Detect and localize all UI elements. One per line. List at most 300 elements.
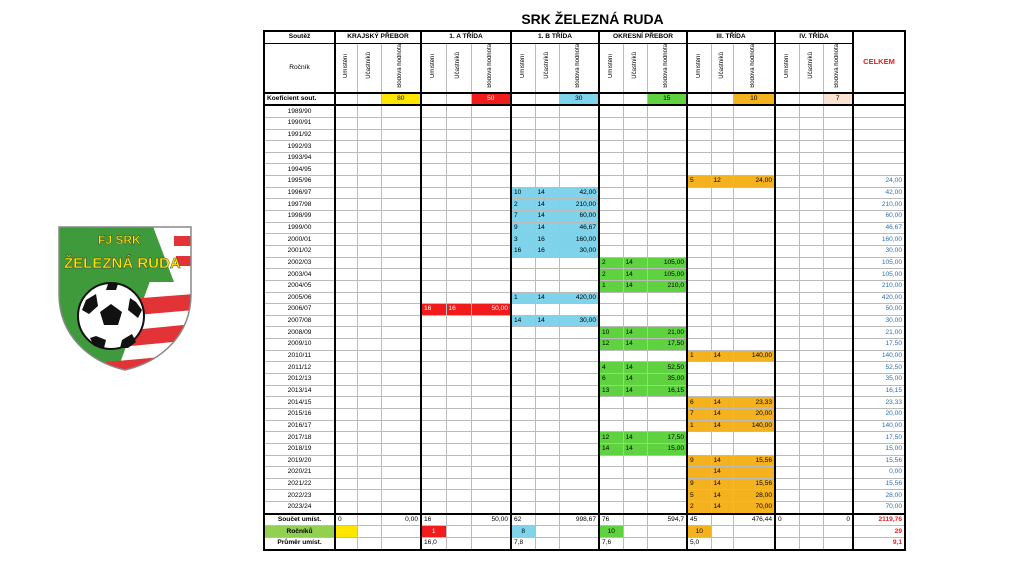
empty-cell: [535, 105, 559, 117]
empty-cell: [599, 420, 623, 432]
empty-cell: [687, 292, 711, 304]
empty-cell: [599, 350, 623, 362]
prumer-label: Průměr umíst.: [264, 537, 335, 549]
empty-cell: [733, 199, 775, 211]
total-cell: 17,50: [853, 432, 905, 444]
rocniku-label: Ročníků: [264, 526, 335, 538]
empty-cell: [647, 304, 687, 316]
value-cell: 9: [687, 478, 711, 490]
empty-cell: [421, 327, 446, 339]
rocniku-value: [335, 526, 357, 538]
empty-cell: [421, 502, 446, 514]
table-row: [264, 105, 905, 117]
empty-cell: [511, 397, 535, 409]
empty-cell: [446, 502, 471, 514]
empty-cell: [711, 199, 733, 211]
empty-cell: [823, 315, 853, 327]
empty-cell: [623, 152, 647, 164]
table-row: [264, 117, 905, 129]
empty-cell: [733, 385, 775, 397]
empty-cell: [559, 455, 599, 467]
empty-cell: [511, 362, 535, 374]
value-cell: 14: [711, 478, 733, 490]
empty-cell: [599, 222, 623, 234]
empty-cell: [775, 432, 799, 444]
empty-cell: [335, 374, 357, 386]
value-cell: 14: [535, 292, 559, 304]
empty-cell: [623, 211, 647, 223]
table-cell: [711, 537, 733, 549]
table-row: [264, 152, 905, 164]
table-row: [264, 490, 905, 502]
value-cell: 21,00: [647, 327, 687, 339]
header-row-subcols: [264, 43, 905, 93]
empty-cell: [711, 292, 733, 304]
empty-cell: [421, 432, 446, 444]
table-row: [264, 350, 905, 362]
empty-cell: [335, 187, 357, 199]
value-cell: 14: [711, 490, 733, 502]
empty-cell: [335, 141, 357, 153]
empty-cell: [335, 211, 357, 223]
empty-cell: [471, 129, 511, 141]
empty-cell: [711, 141, 733, 153]
empty-cell: [687, 141, 711, 153]
logo-line1: FJ SRK: [98, 233, 141, 247]
empty-cell: [799, 420, 823, 432]
empty-cell: [421, 420, 446, 432]
empty-cell: [421, 234, 446, 246]
empty-cell: [335, 304, 357, 316]
value-cell: 140,00: [733, 420, 775, 432]
results-table: [263, 30, 906, 551]
empty-cell: [623, 467, 647, 479]
table-row: [264, 455, 905, 467]
empty-cell: [799, 397, 823, 409]
empty-cell: [559, 164, 599, 176]
empty-cell: [623, 129, 647, 141]
rocnik-label: Ročník: [264, 43, 335, 93]
koef-value: 15: [647, 93, 687, 106]
empty-cell: [446, 117, 471, 129]
value-cell: 5: [687, 176, 711, 188]
empty-cell: [647, 141, 687, 153]
empty-cell: [335, 478, 357, 490]
total-cell: 210,00: [853, 199, 905, 211]
empty-cell: [647, 129, 687, 141]
value-cell: 14: [511, 315, 535, 327]
value-cell: 14: [623, 432, 647, 444]
empty-cell: [381, 245, 421, 257]
empty-cell: [599, 129, 623, 141]
value-cell: 16: [535, 234, 559, 246]
empty-cell: [421, 397, 446, 409]
subcol-header: [535, 43, 559, 93]
empty-cell: [799, 292, 823, 304]
total-cell: [853, 152, 905, 164]
empty-cell: [381, 374, 421, 386]
subcol-header: [559, 43, 599, 93]
empty-cell: [446, 164, 471, 176]
empty-cell: [357, 339, 381, 351]
empty-cell: [733, 187, 775, 199]
table-cell: [823, 537, 853, 549]
empty-cell: [799, 502, 823, 514]
total-cell: 105,00: [853, 269, 905, 281]
empty-cell: [687, 199, 711, 211]
table-row: [264, 478, 905, 490]
empty-cell: [511, 432, 535, 444]
rocniku-total: 29: [853, 526, 905, 538]
empty-cell: [733, 222, 775, 234]
empty-cell: [599, 117, 623, 129]
empty-cell: [559, 117, 599, 129]
empty-cell: [599, 199, 623, 211]
subcol-label: Bodová hodnota: [397, 43, 404, 88]
empty-cell: [559, 502, 599, 514]
value-cell: [687, 467, 711, 479]
soucet-sum: 998,67: [559, 514, 599, 526]
value-cell: 14: [623, 339, 647, 351]
value-cell: 14: [711, 397, 733, 409]
empty-cell: [775, 164, 799, 176]
value-cell: 14: [535, 187, 559, 199]
empty-cell: [559, 362, 599, 374]
empty-cell: [357, 222, 381, 234]
value-cell: 14: [711, 467, 733, 479]
empty-cell: [421, 490, 446, 502]
table-row: [264, 129, 905, 141]
empty-cell: [421, 245, 446, 257]
empty-cell: [446, 199, 471, 211]
value-cell: 2: [599, 257, 623, 269]
empty-cell: [446, 455, 471, 467]
empty-cell: [647, 199, 687, 211]
empty-cell: [647, 315, 687, 327]
empty-cell: [357, 408, 381, 420]
empty-cell: [446, 105, 471, 117]
empty-cell: [711, 234, 733, 246]
value-cell: 10: [599, 327, 623, 339]
total-cell: 21,00: [853, 327, 905, 339]
empty-cell: [421, 269, 446, 281]
empty-cell: [335, 397, 357, 409]
empty-cell: [357, 176, 381, 188]
value-cell: 24,00: [733, 176, 775, 188]
empty-cell: [446, 315, 471, 327]
year-cell: 2015/16: [264, 408, 335, 420]
empty-cell: [687, 315, 711, 327]
soucet-count: 0: [335, 514, 357, 526]
year-cell: 2003/04: [264, 269, 335, 281]
empty-cell: [647, 245, 687, 257]
table-cell: [446, 93, 471, 106]
table-cell: [647, 537, 687, 549]
empty-cell: [559, 490, 599, 502]
empty-cell: [623, 117, 647, 129]
empty-cell: [357, 187, 381, 199]
table-cell: [733, 537, 775, 549]
empty-cell: [357, 443, 381, 455]
empty-cell: [711, 432, 733, 444]
empty-cell: [421, 478, 446, 490]
value-cell: 14: [711, 408, 733, 420]
empty-cell: [535, 420, 559, 432]
table-cell: [535, 93, 559, 106]
year-cell: 2018/19: [264, 443, 335, 455]
year-cell: 2002/03: [264, 257, 335, 269]
table-cell: [711, 526, 733, 538]
table-cell: [799, 93, 823, 106]
empty-cell: [471, 211, 511, 223]
empty-cell: [446, 292, 471, 304]
empty-cell: [775, 350, 799, 362]
value-cell: 12: [599, 339, 623, 351]
empty-cell: [823, 129, 853, 141]
year-cell: 2004/05: [264, 280, 335, 292]
empty-cell: [823, 420, 853, 432]
empty-cell: [733, 374, 775, 386]
empty-cell: [335, 432, 357, 444]
subcol-header: [775, 43, 799, 93]
subcol-label: Účastníků: [455, 52, 461, 79]
empty-cell: [357, 117, 381, 129]
soucet-count: 45: [687, 514, 711, 526]
empty-cell: [599, 245, 623, 257]
football-icon: [78, 283, 144, 349]
value-cell: 30,00: [559, 315, 599, 327]
total-cell: 46,67: [853, 222, 905, 234]
empty-cell: [687, 211, 711, 223]
empty-cell: [381, 304, 421, 316]
empty-cell: [799, 455, 823, 467]
empty-cell: [535, 176, 559, 188]
empty-cell: [471, 105, 511, 117]
empty-cell: [511, 467, 535, 479]
table-cell: [733, 526, 775, 538]
empty-cell: [471, 339, 511, 351]
empty-cell: [799, 105, 823, 117]
empty-cell: [823, 234, 853, 246]
empty-cell: [381, 199, 421, 211]
empty-cell: [335, 350, 357, 362]
empty-cell: [357, 432, 381, 444]
empty-cell: [733, 117, 775, 129]
empty-cell: [335, 152, 357, 164]
celkem-header: CELKEM: [853, 31, 905, 93]
empty-cell: [446, 339, 471, 351]
year-cell: 2012/13: [264, 374, 335, 386]
empty-cell: [559, 432, 599, 444]
soucet-count: 76: [599, 514, 623, 526]
empty-cell: [711, 304, 733, 316]
group-header: KRAJSKÝ PŘEBOR: [335, 31, 421, 43]
table-row: [264, 211, 905, 223]
empty-cell: [733, 164, 775, 176]
empty-cell: [559, 257, 599, 269]
empty-cell: [357, 304, 381, 316]
empty-cell: [381, 350, 421, 362]
empty-cell: [446, 432, 471, 444]
empty-cell: [623, 490, 647, 502]
empty-cell: [421, 164, 446, 176]
year-cell: 2023/24: [264, 502, 335, 514]
empty-cell: [559, 385, 599, 397]
value-cell: 1: [511, 292, 535, 304]
empty-cell: [599, 211, 623, 223]
table-row: [264, 327, 905, 339]
value-cell: 16: [511, 245, 535, 257]
empty-cell: [446, 141, 471, 153]
club-logo: [56, 224, 194, 372]
empty-cell: [623, 502, 647, 514]
empty-cell: [799, 129, 823, 141]
year-cell: 1999/00: [264, 222, 335, 234]
group-header: III. TŘÍDA: [687, 31, 775, 43]
empty-cell: [511, 478, 535, 490]
empty-cell: [421, 292, 446, 304]
empty-cell: [599, 502, 623, 514]
total-cell: 70,00: [853, 502, 905, 514]
empty-cell: [421, 362, 446, 374]
empty-cell: [711, 257, 733, 269]
empty-cell: [335, 420, 357, 432]
empty-cell: [599, 234, 623, 246]
empty-cell: [599, 467, 623, 479]
empty-cell: [535, 455, 559, 467]
value-cell: 4: [599, 362, 623, 374]
prumer-value: 16,0: [421, 537, 446, 549]
empty-cell: [535, 304, 559, 316]
empty-cell: [799, 199, 823, 211]
empty-cell: [775, 420, 799, 432]
value-cell: 14: [535, 199, 559, 211]
empty-cell: [446, 362, 471, 374]
empty-cell: [799, 304, 823, 316]
table-cell: [711, 93, 733, 106]
empty-cell: [511, 105, 535, 117]
table-cell: [535, 537, 559, 549]
prumer-value: 7,6: [599, 537, 623, 549]
empty-cell: [799, 362, 823, 374]
value-cell: 2: [599, 269, 623, 281]
table-row: [264, 467, 905, 479]
empty-cell: [647, 467, 687, 479]
empty-cell: [775, 199, 799, 211]
total-cell: 30,00: [853, 245, 905, 257]
empty-cell: [381, 478, 421, 490]
table-cell: [853, 93, 905, 106]
empty-cell: [535, 129, 559, 141]
subcol-label: Umístění: [695, 53, 702, 78]
empty-cell: [687, 304, 711, 316]
table-cell: [381, 526, 421, 538]
empty-cell: [823, 141, 853, 153]
soucet-sum: 0: [823, 514, 853, 526]
value-cell: 15,56: [733, 478, 775, 490]
empty-cell: [381, 222, 421, 234]
empty-cell: [775, 105, 799, 117]
empty-cell: [733, 443, 775, 455]
value-cell: 210,0: [647, 280, 687, 292]
empty-cell: [823, 187, 853, 199]
empty-cell: [335, 269, 357, 281]
empty-cell: [733, 269, 775, 281]
empty-cell: [421, 176, 446, 188]
empty-cell: [535, 467, 559, 479]
empty-cell: [775, 269, 799, 281]
table-row: [264, 374, 905, 386]
subcol-label: Účastníků: [365, 52, 372, 79]
empty-cell: [381, 397, 421, 409]
empty-cell: [471, 443, 511, 455]
value-cell: 50,00: [471, 304, 511, 316]
empty-cell: [687, 187, 711, 199]
empty-cell: [711, 152, 733, 164]
value-cell: 17,50: [647, 432, 687, 444]
value-cell: 160,00: [559, 234, 599, 246]
subcol-label: Bodová hodnota: [750, 43, 757, 88]
empty-cell: [335, 362, 357, 374]
table-row: [264, 315, 905, 327]
empty-cell: [799, 222, 823, 234]
empty-cell: [511, 327, 535, 339]
table-cell: [823, 526, 853, 538]
empty-cell: [446, 327, 471, 339]
empty-cell: [357, 397, 381, 409]
rocniku-value: 8: [511, 526, 535, 538]
table-cell: [446, 514, 471, 526]
empty-cell: [421, 408, 446, 420]
empty-cell: [421, 199, 446, 211]
empty-cell: [823, 408, 853, 420]
table-row: [264, 257, 905, 269]
empty-cell: [357, 292, 381, 304]
value-cell: 105,00: [647, 269, 687, 281]
total-cell: 420,00: [853, 292, 905, 304]
empty-cell: [823, 374, 853, 386]
table-cell: [471, 526, 511, 538]
empty-cell: [446, 129, 471, 141]
empty-cell: [535, 257, 559, 269]
empty-cell: [535, 339, 559, 351]
soucet-sum: 594,7: [647, 514, 687, 526]
empty-cell: [599, 304, 623, 316]
value-cell: 14: [623, 269, 647, 281]
empty-cell: [687, 362, 711, 374]
empty-cell: [775, 362, 799, 374]
empty-cell: [471, 397, 511, 409]
prumer-value: 7,8: [511, 537, 535, 549]
value-cell: 70,00: [733, 502, 775, 514]
empty-cell: [446, 490, 471, 502]
empty-cell: [446, 385, 471, 397]
empty-cell: [687, 222, 711, 234]
empty-cell: [799, 432, 823, 444]
table-row: [264, 385, 905, 397]
rocniku-value: [775, 526, 799, 538]
empty-cell: [733, 152, 775, 164]
empty-cell: [421, 105, 446, 117]
empty-cell: [559, 374, 599, 386]
empty-cell: [559, 327, 599, 339]
value-cell: 20,00: [733, 408, 775, 420]
empty-cell: [381, 176, 421, 188]
value-cell: 140,00: [733, 350, 775, 362]
empty-cell: [446, 280, 471, 292]
empty-cell: [335, 315, 357, 327]
subcol-label: Účastníků: [631, 52, 638, 79]
